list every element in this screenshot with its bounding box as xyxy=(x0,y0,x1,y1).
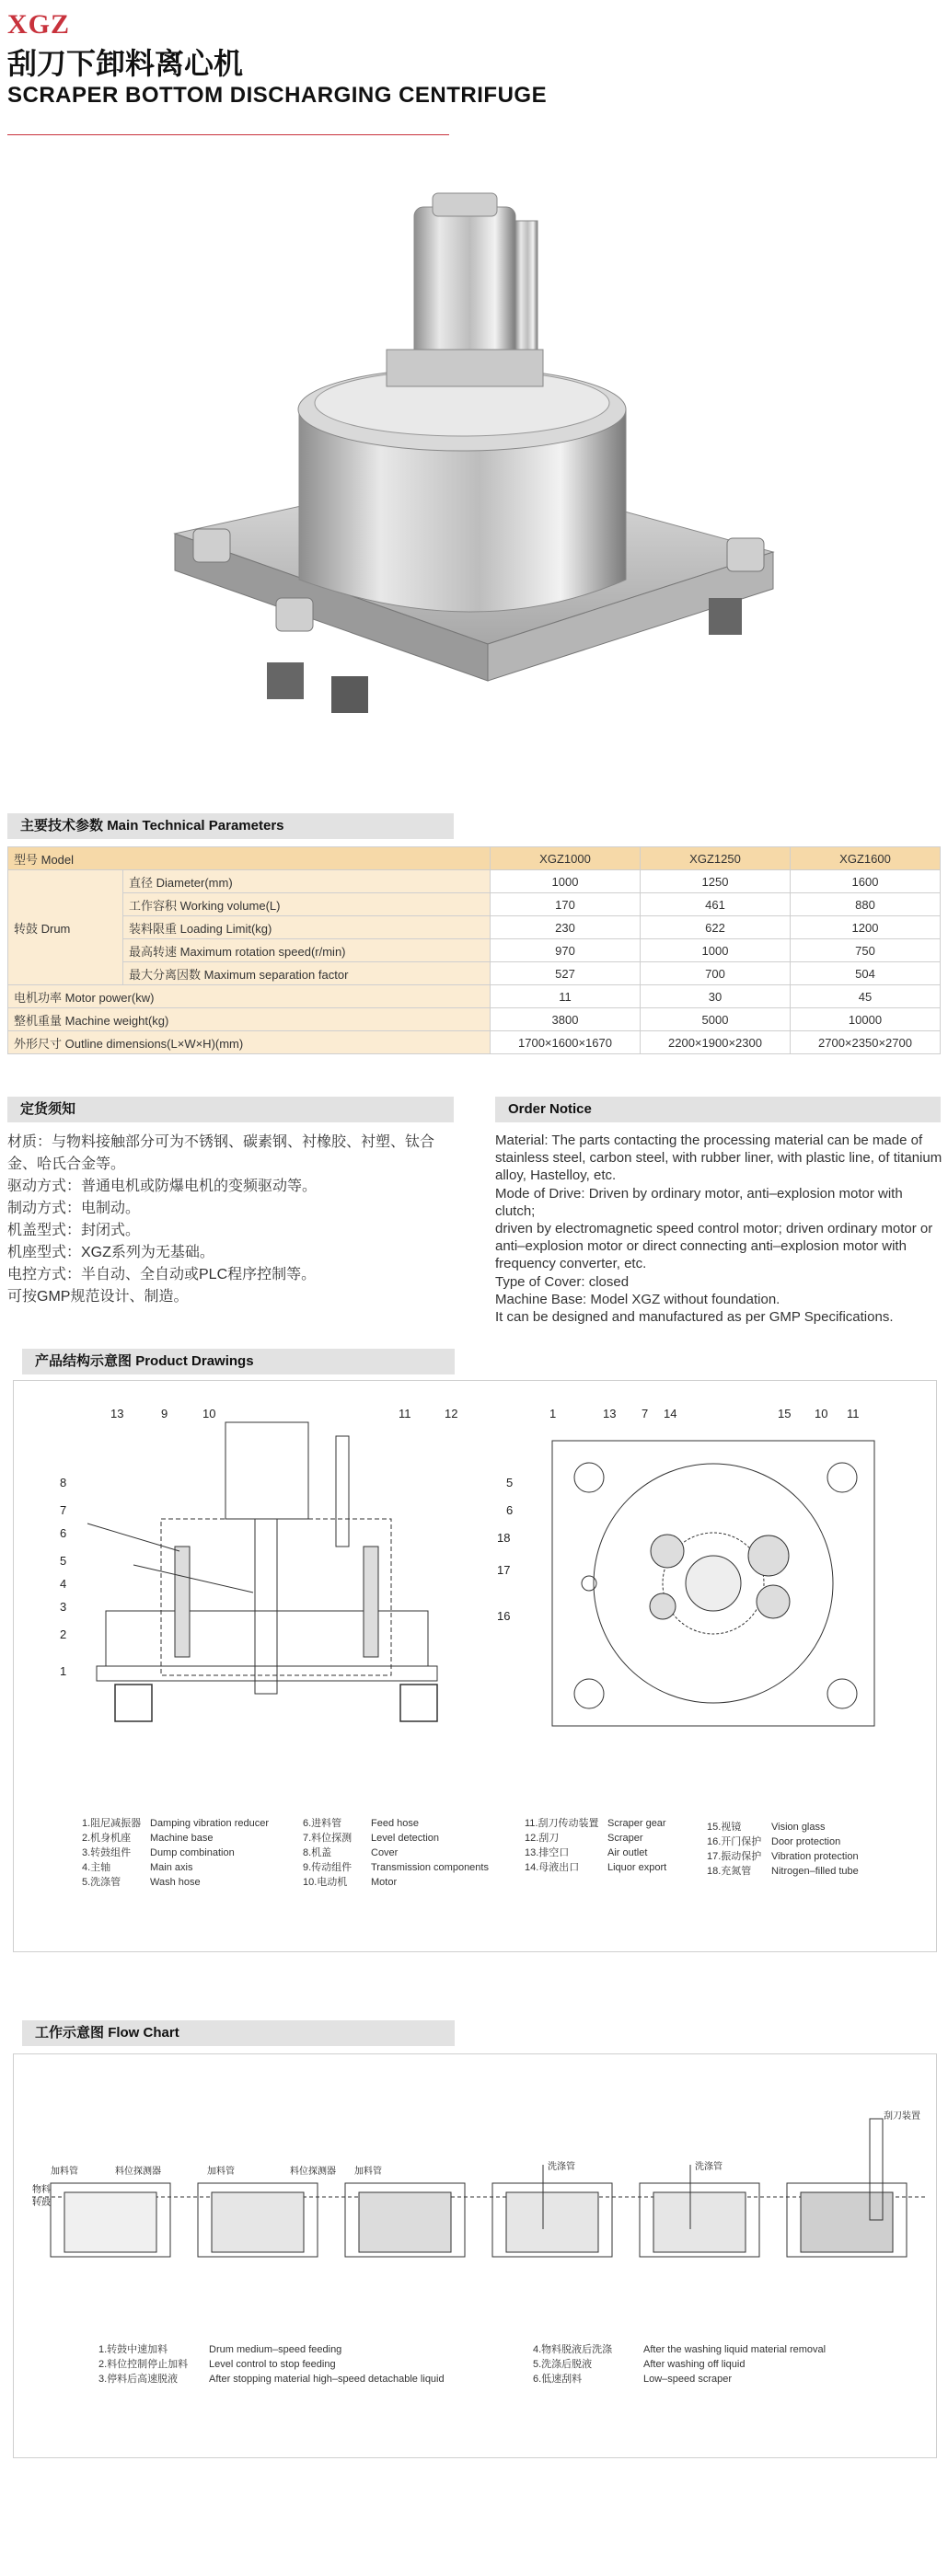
legend-cn: 7.料位探测 xyxy=(303,1833,353,1844)
legend-cn: 11.刮刀传动装置 xyxy=(525,1818,599,1829)
legend-en: Wash hose xyxy=(150,1877,201,1888)
legend-cn: 16.开门保护 xyxy=(707,1836,762,1847)
legend-en: Vision glass xyxy=(771,1822,826,1833)
stage-label-drum: 转鼓 xyxy=(32,2198,51,2208)
legend-cn: 12.刮刀 xyxy=(525,1833,560,1844)
param-label: 最高转速 Maximum rotation speed(r/min) xyxy=(123,939,491,962)
legend-cn: 6.低速刮料 xyxy=(533,2374,583,2385)
legend-item xyxy=(525,1830,643,1845)
legend-en: Nitrogen–filled tube xyxy=(771,1866,859,1877)
params-section-bar xyxy=(7,813,454,839)
stage-label-feed: 加料管 xyxy=(354,2167,382,2177)
legend-en: Drum medium–speed feeding xyxy=(209,2344,342,2355)
legend-en: Motor xyxy=(371,1877,398,1888)
callout-number: 8 xyxy=(60,1476,67,1489)
param-value: 11 xyxy=(491,985,641,1008)
legend-item xyxy=(707,1819,826,1834)
table-row xyxy=(8,847,941,870)
legend-item xyxy=(82,1845,235,1859)
legend-cn: 1.阻尼减振器 xyxy=(82,1818,142,1829)
model-header: XGZ1600 xyxy=(791,847,941,870)
stage-label-material: 物料 xyxy=(32,2185,51,2195)
callout-number: 10 xyxy=(815,1407,828,1420)
legend-en: Machine base xyxy=(150,1833,214,1844)
legend-item xyxy=(303,1830,439,1845)
legend-item xyxy=(82,1815,269,1830)
param-value: 1250 xyxy=(641,870,791,893)
legend-item xyxy=(303,1815,419,1830)
callout-number: 5 xyxy=(60,1554,67,1568)
legend-en: Scraper gear xyxy=(607,1818,666,1829)
flow-frame xyxy=(13,2053,937,2458)
legend-item xyxy=(82,1859,192,1874)
param-value: 3800 xyxy=(491,1008,641,1031)
notice-heading-cn: 定货须知 xyxy=(20,1101,76,1117)
param-label: 整机重量 Machine weight(kg) xyxy=(8,1008,491,1031)
legend-en: Door protection xyxy=(771,1836,841,1847)
notice-line: 材质：与物料接触部分可为不锈钢、碳素钢、衬橡胶、衬塑、钛合金、哈氏合金等。 xyxy=(7,1134,435,1172)
callout-number: 18 xyxy=(497,1531,511,1545)
param-value: 700 xyxy=(641,962,791,985)
legend-en: After the washing liquid material removal xyxy=(643,2344,827,2355)
model-header: XGZ1000 xyxy=(491,847,641,870)
callout-number: 13 xyxy=(603,1407,617,1420)
legend-item xyxy=(533,2356,745,2371)
page-title-en: SCRAPER BOTTOM DISCHARGING CENTRIFUGE xyxy=(7,83,548,108)
stage-label-feed: 加料管 xyxy=(51,2167,78,2177)
notice-line: 电控方式：半自动、全自动或PLC程序控制等。 xyxy=(7,1267,317,1282)
callout-number: 1 xyxy=(60,1664,67,1678)
callout-number: 4 xyxy=(60,1577,67,1591)
param-value: 1000 xyxy=(641,939,791,962)
notice-line: 驱动方式：普通电机或防爆电机的变频驱动等。 xyxy=(7,1179,318,1194)
legend-item xyxy=(98,2356,336,2371)
legend-cn: 6.进料管 xyxy=(303,1818,342,1829)
stage-label-feed: 加料管 xyxy=(207,2167,235,2177)
flow-heading-en: Flow Chart xyxy=(108,2025,179,2041)
legend-item xyxy=(707,1863,859,1878)
notice-section-bar-en xyxy=(495,1097,941,1122)
param-value: 1700×1600×1670 xyxy=(491,1031,641,1054)
params-heading-en: Main Technical Parameters xyxy=(107,818,284,834)
centrifuge-product-image xyxy=(138,166,801,764)
legend-cn: 2.机身机座 xyxy=(82,1833,132,1844)
legend-cn: 4.主轴 xyxy=(82,1862,111,1873)
legend-item xyxy=(82,1830,214,1845)
legend-cn: 18.充氮管 xyxy=(707,1866,752,1877)
page-title-cn: 刮刀下卸料离心机 xyxy=(7,47,244,80)
callout-number: 5 xyxy=(506,1476,514,1489)
param-label: 外形尺寸 Outline dimensions(L×W×H)(mm) xyxy=(8,1031,491,1054)
legend-cn: 1.转鼓中速加料 xyxy=(98,2344,168,2355)
callout-number: 1 xyxy=(549,1407,557,1420)
table-row xyxy=(8,870,941,893)
notice-line: 可按GMP规范设计、制造。 xyxy=(7,1289,189,1305)
legend-en: Damping vibration reducer xyxy=(150,1818,270,1829)
notice-line: Mode of Drive: Driven by ordinary motor, anti–explosion motor with clutch; xyxy=(495,1185,903,1219)
notice-line: 机盖型式：封闭式。 xyxy=(7,1223,141,1238)
structure-drawings xyxy=(14,1381,936,1786)
legend-item xyxy=(525,1859,666,1874)
legend-cn: 8.机盖 xyxy=(303,1847,332,1858)
legend-en: Transmission components xyxy=(371,1862,489,1873)
legend-item xyxy=(82,1874,201,1889)
legend-item xyxy=(98,2341,341,2356)
table-row xyxy=(8,939,941,962)
legend-en: Level control to stop feeding xyxy=(209,2359,336,2370)
legend-cn: 17.振动保护 xyxy=(707,1851,762,1862)
notice-line: Machine Base: Model XGZ without foundation. xyxy=(495,1291,780,1307)
legend-cn: 15.视镜 xyxy=(707,1822,742,1833)
legend-cn: 10.电动机 xyxy=(303,1877,348,1888)
legend-cn: 5.洗涤后脱液 xyxy=(533,2359,593,2370)
legend-cn: 3.转鼓组件 xyxy=(82,1847,132,1858)
notice-line: 机座型式：XGZ系列为无基础。 xyxy=(7,1245,214,1260)
notice-line: driven by electromagnetic speed control motor; driven ordinary motor or anti–explosion motor or direct connecting anti–explosion motor with frequency converter, etc. xyxy=(495,1221,933,1272)
side-view-drawing xyxy=(87,1422,437,1721)
param-label: 直径 Diameter(mm) xyxy=(123,870,491,893)
legend-item xyxy=(525,1845,647,1859)
param-value: 45 xyxy=(791,985,941,1008)
callout-number: 11 xyxy=(399,1407,411,1420)
param-value: 504 xyxy=(791,962,941,985)
drawings-heading-en: Product Drawings xyxy=(135,1353,254,1369)
flow-stages xyxy=(32,2119,925,2257)
callout-number: 13 xyxy=(110,1407,124,1420)
legend-en: Level detection xyxy=(371,1833,439,1844)
legend-en: After washing off liquid xyxy=(643,2359,746,2370)
table-row xyxy=(8,893,941,916)
param-label: 电机功率 Motor power(kw) xyxy=(8,985,491,1008)
param-value: 622 xyxy=(641,916,791,939)
stage-label-wash: 洗涤管 xyxy=(548,2162,575,2172)
drawings-section-bar xyxy=(22,1349,455,1374)
param-value: 880 xyxy=(791,893,941,916)
legend-cn: 4.物料脱液后洗涤 xyxy=(533,2344,613,2355)
table-row xyxy=(8,1031,941,1054)
legend-cn: 5.洗涤管 xyxy=(82,1877,121,1888)
brand-logo: XGZ xyxy=(7,9,71,40)
drawings-frame xyxy=(13,1380,937,1952)
legend-item xyxy=(525,1815,666,1830)
order-notice-cn xyxy=(7,1132,458,1308)
drawings-heading-cn: 产品结构示意图 xyxy=(35,1353,133,1369)
param-value: 970 xyxy=(491,939,641,962)
notice-line: It can be designed and manufactured as per GMP Specifications. xyxy=(495,1309,894,1326)
spec-table xyxy=(7,846,941,1054)
legend-en: Main axis xyxy=(150,1862,193,1873)
order-notice-en xyxy=(495,1132,944,1326)
legend-cn: 9.传动组件 xyxy=(303,1862,353,1873)
legend-cn: 14.母液出口 xyxy=(525,1862,580,1873)
legend-en: Air outlet xyxy=(607,1847,648,1858)
callout-number: 15 xyxy=(778,1407,792,1420)
legend-item xyxy=(533,2341,826,2356)
legend-en: Vibration protection xyxy=(771,1851,859,1862)
legend-en: Low–speed scraper xyxy=(643,2374,733,2385)
callout-number: 7 xyxy=(60,1503,67,1517)
table-row xyxy=(8,1008,941,1031)
top-view-drawing xyxy=(552,1441,874,1726)
flow-diagram xyxy=(14,2054,936,2266)
legend-cn: 13.排空口 xyxy=(525,1847,570,1858)
callout-number: 9 xyxy=(161,1407,168,1420)
stage-label-scraper: 刮刀装置 xyxy=(884,2111,920,2122)
param-value: 1600 xyxy=(791,870,941,893)
param-value: 170 xyxy=(491,893,641,916)
flow-heading-cn: 工作示意图 xyxy=(35,2025,105,2041)
legend-item xyxy=(707,1834,840,1848)
legend-item xyxy=(303,1874,397,1889)
flow-section-bar xyxy=(22,2020,455,2046)
model-header: XGZ1250 xyxy=(641,847,791,870)
table-row xyxy=(8,985,941,1008)
params-heading-cn: 主要技术参数 xyxy=(20,818,104,834)
legend-item xyxy=(303,1845,398,1859)
callout-number: 17 xyxy=(497,1563,511,1577)
stage-label-level: 料位探测器 xyxy=(115,2167,161,2177)
legend-en: Liquor export xyxy=(607,1862,667,1873)
param-value: 461 xyxy=(641,893,791,916)
legend-en: Scraper xyxy=(607,1833,643,1844)
notice-line: Type of Cover: closed xyxy=(495,1273,630,1290)
notice-heading-en: Order Notice xyxy=(508,1101,592,1117)
legend-cn: 3.停料后高速脱液 xyxy=(98,2374,179,2385)
callout-number: 6 xyxy=(60,1526,67,1540)
legend-en: After stopping material high–speed detachable liquid xyxy=(209,2374,445,2385)
callout-number: 16 xyxy=(497,1609,511,1623)
notice-section-bar-cn xyxy=(7,1097,454,1122)
param-value: 2700×2350×2700 xyxy=(791,1031,941,1054)
param-value: 5000 xyxy=(641,1008,791,1031)
legend-item xyxy=(303,1859,489,1874)
param-value: 10000 xyxy=(791,1008,941,1031)
title-divider xyxy=(7,134,449,135)
legend-en: Cover xyxy=(371,1847,399,1858)
param-value: 750 xyxy=(791,939,941,962)
legend-en: Feed hose xyxy=(371,1818,419,1829)
param-value: 2200×1900×2300 xyxy=(641,1031,791,1054)
legend-item xyxy=(707,1848,859,1863)
callout-number: 14 xyxy=(664,1407,677,1420)
table-row xyxy=(8,962,941,985)
callout-number: 11 xyxy=(847,1407,860,1420)
callout-number: 3 xyxy=(60,1600,67,1614)
callout-number: 10 xyxy=(202,1407,216,1420)
param-value: 527 xyxy=(491,962,641,985)
table-row xyxy=(8,916,941,939)
callout-number: 6 xyxy=(506,1503,514,1517)
param-value: 230 xyxy=(491,916,641,939)
stage-label-level: 料位探测器 xyxy=(290,2167,336,2177)
param-value: 30 xyxy=(641,985,791,1008)
callout-number: 2 xyxy=(60,1627,67,1641)
legend-cn: 2.料位控制停止加料 xyxy=(98,2359,189,2370)
legend-en: Dump combination xyxy=(150,1847,235,1858)
notice-line: 制动方式：电制动。 xyxy=(7,1201,141,1216)
param-label: 装料限重 Loading Limit(kg) xyxy=(123,916,491,939)
model-label: 型号 Model xyxy=(8,847,491,870)
legend-item xyxy=(98,2371,445,2386)
notice-line: Material: The parts contacting the processing material can be made of stainless steel, carbon steel, with rubber liner, with plastic line, of titanium alloy, Hastelloy, etc. xyxy=(495,1133,942,1184)
param-label: 最大分离因数 Maximum separation factor xyxy=(123,962,491,985)
param-value: 1000 xyxy=(491,870,641,893)
callout-number: 12 xyxy=(445,1407,458,1420)
legend-item xyxy=(533,2371,732,2386)
callout-number: 7 xyxy=(642,1407,649,1420)
param-value: 1200 xyxy=(791,916,941,939)
stage-label-wash: 洗涤管 xyxy=(695,2162,723,2172)
drum-group-label: 转鼓 Drum xyxy=(8,870,123,985)
param-label: 工作容积 Working volume(L) xyxy=(123,893,491,916)
